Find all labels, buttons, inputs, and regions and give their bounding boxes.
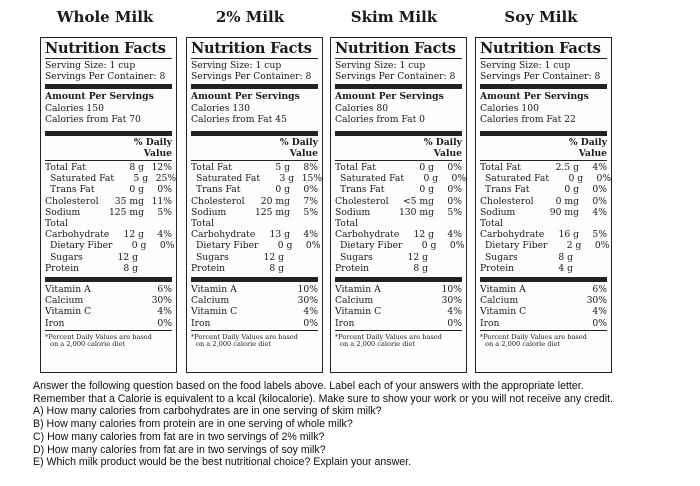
trans-fat-row: Trans Fat 0 g 0% xyxy=(340,184,462,196)
vitamin-c-row: Vitamin C 4% xyxy=(480,306,607,318)
footnote: *Percent Daily Values are based on a 2,000 calorie diet xyxy=(45,332,152,349)
vitamin-c-row: Vitamin C 4% xyxy=(191,306,318,318)
instructions-line-1: Answer the following question based on the food labels above. Label each of your answers with the appropriate letter. xyxy=(33,380,584,392)
iron-row: Iron 0% xyxy=(45,317,172,329)
total-label: Total xyxy=(45,218,69,230)
trans-fat-row: Trans Fat 0 g 0% xyxy=(196,184,318,196)
total-fat-row: Total Fat 8 g 12% xyxy=(45,162,172,174)
nutrition-facts-heading: Nutrition Facts xyxy=(335,40,456,57)
saturated-fat-row: Saturated Fat 0 g 0% xyxy=(485,173,612,185)
calcium-row: Calcium 30% xyxy=(480,295,607,307)
carbohydrate-row: Carbohydrate 16 g 5% xyxy=(480,229,607,241)
sugars-row: Sugars 8 g xyxy=(485,251,573,263)
footnote: *Percent Daily Values are based on a 2,000 calorie diet xyxy=(191,332,298,349)
cholesterol-row: Cholesterol 20 mg 7% xyxy=(191,195,318,207)
calories: Calories 130 xyxy=(191,102,250,114)
servings-per-container: Servings Per Container: 8 xyxy=(191,71,312,83)
vitamin-a-row: Vitamin A 10% xyxy=(191,284,318,296)
serving-size: Serving Size: 1 cup xyxy=(480,60,571,71)
total-fat-row: Total Fat 2.5 g 4% xyxy=(480,162,607,174)
serving-size: Serving Size: 1 cup xyxy=(191,60,282,71)
nutrition-facts-heading: Nutrition Facts xyxy=(191,40,312,57)
column-titles xyxy=(0,0,700,36)
daily-value-header: % Daily xyxy=(133,137,172,149)
daily-value-header: % Daily xyxy=(568,137,607,149)
daily-value-header: % Daily xyxy=(423,137,462,149)
nutrition-label-2pct-milk xyxy=(186,37,323,373)
sodium-row: Sodium 125 mg 5% xyxy=(45,206,172,218)
amount-per-serving: Amount Per Servings xyxy=(45,91,154,103)
sugars-row: Sugars 12 g xyxy=(340,251,428,263)
cholesterol-row: Cholesterol 0 mg 0% xyxy=(480,195,607,207)
total-label: Total xyxy=(191,218,215,230)
instructions-line-2: Remember that a Calorie is equivalent to a kcal (kilocalorie). Make sure to show your work or you will not receive any credit. xyxy=(33,392,613,405)
question-b: B) How many calories from protein are in one serving of whole milk? xyxy=(33,418,353,431)
vitamin-c-row: Vitamin C 4% xyxy=(45,306,172,318)
protein-row: Protein 8 g xyxy=(191,262,284,274)
protein-row: Protein 4 g xyxy=(480,262,573,274)
daily-value-header-2: Value xyxy=(578,147,607,159)
calcium-row: Calcium 30% xyxy=(191,295,318,307)
question-d: D) How many calories from fat are in two servings of soy milk? xyxy=(33,443,326,456)
sugars-row: Sugars 12 g xyxy=(196,251,284,263)
saturated-fat-row: Saturated Fat 5 g 25% xyxy=(50,173,177,185)
saturated-fat-row: Saturated Fat 3 g 15% xyxy=(196,173,323,185)
title-whole-milk: Whole Milk xyxy=(56,8,154,26)
amount-per-serving: Amount Per Servings xyxy=(191,91,300,103)
iron-row: Iron 0% xyxy=(480,317,607,329)
carbohydrate-row: Carbohydrate 13 g 4% xyxy=(191,229,318,241)
question-e: E) Which milk product would be the best nutritional choice? Explain your answer. xyxy=(33,456,412,469)
title-skim-milk: Skim Milk xyxy=(350,8,438,26)
amount-per-serving: Amount Per Servings xyxy=(480,91,589,103)
carbohydrate-row: Carbohydrate 12 g 4% xyxy=(45,229,172,241)
servings-per-container: Servings Per Container: 8 xyxy=(480,71,601,83)
cholesterol-row: Cholesterol 35 mg 11% xyxy=(45,195,172,207)
calories-from-fat: Calories from Fat 22 xyxy=(480,113,576,125)
calories: Calories 100 xyxy=(480,102,539,114)
title-soy-milk: Soy Milk xyxy=(504,8,578,26)
calories-from-fat: Calories from Fat 0 xyxy=(335,113,426,125)
servings-per-container: Servings Per Container: 8 xyxy=(335,71,456,83)
iron-row: Iron 0% xyxy=(335,317,462,329)
vitamin-a-row: Vitamin A 6% xyxy=(480,284,607,296)
nutrition-facts-heading: Nutrition Facts xyxy=(480,40,601,57)
vitamin-a-row: Vitamin A 10% xyxy=(335,284,462,296)
daily-value-header-2: Value xyxy=(289,147,318,159)
cholesterol-row: Cholesterol <5 mg 0% xyxy=(335,195,462,207)
daily-value-header-2: Value xyxy=(433,147,462,159)
calcium-row: Calcium 30% xyxy=(45,295,172,307)
dietary-fiber-row: Dietary Fiber 2 g 0% xyxy=(485,240,610,252)
footnote: *Percent Daily Values are based on a 2,000 calorie diet xyxy=(335,332,442,349)
nutrition-label-skim-milk xyxy=(330,37,467,373)
total-fat-row: Total Fat 5 g 8% xyxy=(191,162,318,174)
total-label: Total xyxy=(480,218,504,230)
total-label: Total xyxy=(335,218,359,230)
calories-from-fat: Calories from Fat 45 xyxy=(191,113,287,125)
dietary-fiber-row: Dietary Fiber 0 g 0% xyxy=(340,240,465,252)
iron-row: Iron 0% xyxy=(191,317,318,329)
sodium-row: Sodium 130 mg 5% xyxy=(335,206,462,218)
questions-block xyxy=(33,380,683,469)
calcium-row: Calcium 30% xyxy=(335,295,462,307)
daily-value-header-2: Value xyxy=(143,147,172,159)
serving-size: Serving Size: 1 cup xyxy=(335,60,426,71)
sodium-row: Sodium 125 mg 5% xyxy=(191,206,318,218)
calories-from-fat: Calories from Fat 70 xyxy=(45,113,141,125)
question-a: A) How many calories from carbohydrates are in one serving of skim milk? xyxy=(33,405,382,418)
sodium-row: Sodium 90 mg 4% xyxy=(480,206,607,218)
amount-per-serving: Amount Per Servings xyxy=(335,91,444,103)
nutrition-facts-heading: Nutrition Facts xyxy=(45,40,166,57)
saturated-fat-row: Saturated Fat 0 g 0% xyxy=(340,173,467,185)
serving-size: Serving Size: 1 cup xyxy=(45,60,136,71)
calories: Calories 80 xyxy=(335,102,389,114)
protein-row: Protein 8 g xyxy=(335,262,428,274)
nutrition-label-whole-milk xyxy=(40,37,177,373)
vitamin-a-row: Vitamin A 6% xyxy=(45,284,172,296)
dietary-fiber-row: Dietary Fiber 0 g 0% xyxy=(196,240,321,252)
trans-fat-row: Trans Fat 0 g 0% xyxy=(50,184,172,196)
protein-row: Protein 8 g xyxy=(45,262,138,274)
dietary-fiber-row: Dietary Fiber 0 g 0% xyxy=(50,240,175,252)
trans-fat-row: Trans Fat 0 g 0% xyxy=(485,184,607,196)
footnote: *Percent Daily Values are based on a 2,000 calorie diet xyxy=(480,332,587,349)
calories: Calories 150 xyxy=(45,102,104,114)
vitamin-c-row: Vitamin C 4% xyxy=(335,306,462,318)
servings-per-container: Servings Per Container: 8 xyxy=(45,71,166,83)
daily-value-header: % Daily xyxy=(279,137,318,149)
question-c: C) How many calories from fat are in two servings of 2% milk? xyxy=(33,430,325,443)
carbohydrate-row: Carbohydrate 12 g 4% xyxy=(335,229,462,241)
total-fat-row: Total Fat 0 g 0% xyxy=(335,162,462,174)
sugars-row: Sugars 12 g xyxy=(50,251,138,263)
title-2pct-milk: 2% Milk xyxy=(215,8,285,26)
nutrition-label-soy-milk xyxy=(475,37,612,373)
